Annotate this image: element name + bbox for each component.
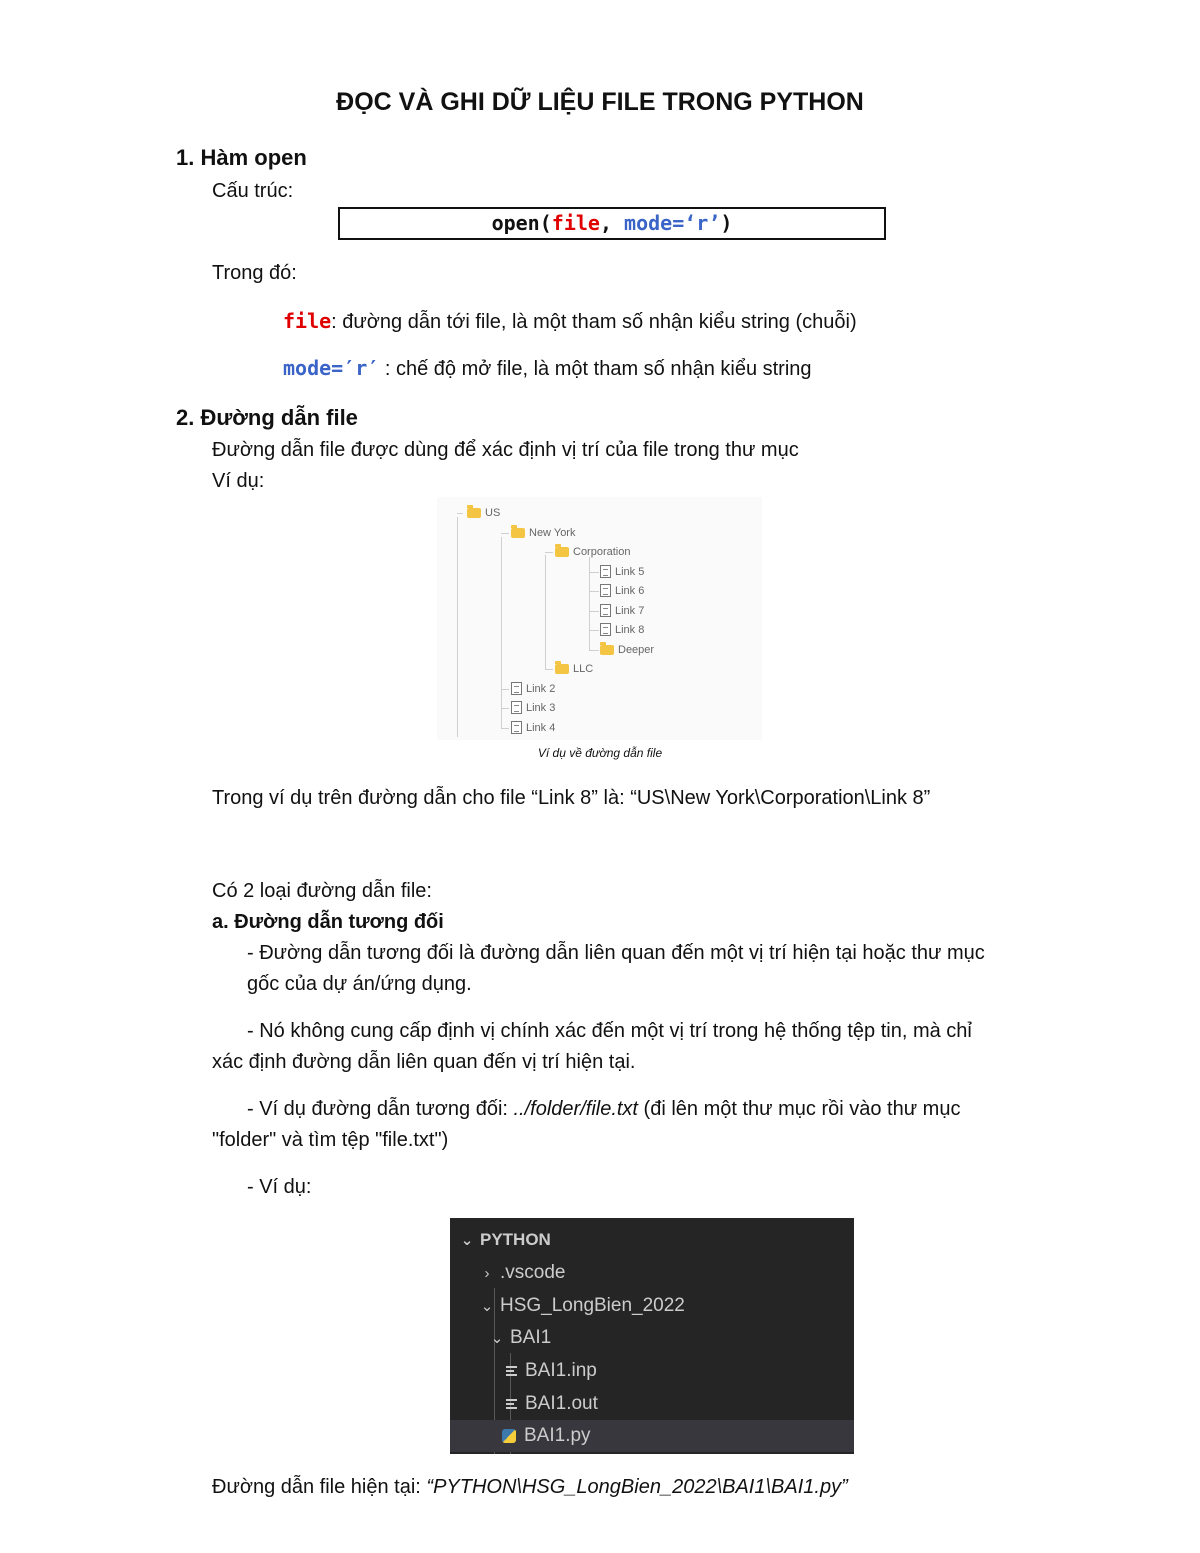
tree-file-link7: Link 7: [600, 604, 644, 617]
code-mode-value: ‘r’: [684, 211, 721, 235]
explorer-folder-hsg[interactable]: ⌄ HSG_LongBien_2022: [480, 1295, 685, 1316]
document-icon: [600, 623, 611, 636]
document-icon: [511, 682, 522, 695]
relative-path-example-label: - Ví dụ:: [247, 1176, 312, 1198]
param-file-name: file: [283, 309, 332, 333]
folder-icon: [511, 528, 525, 538]
folder-icon: [600, 645, 614, 655]
tree-file-link2: Link 2: [511, 682, 555, 695]
folder-tree-image: [437, 497, 762, 740]
relative-path-para3-line1: [247, 1098, 960, 1121]
relative-example-prefix: - Ví dụ đường dẫn tương đối:: [247, 1098, 514, 1120]
document-icon: [600, 604, 611, 617]
vscode-explorer-image: [450, 1218, 854, 1454]
code-file-arg: file: [551, 211, 600, 235]
explorer-file-inp[interactable]: BAI1.inp: [450, 1355, 854, 1387]
where-label: Trong đó:: [212, 262, 297, 284]
tree-folder-llc: LLC: [555, 663, 593, 675]
tree-folder-newyork: New York: [511, 527, 575, 539]
relative-path-para1-line2: gốc của dự án/ứng dụng.: [247, 973, 472, 995]
example-path-sentence: Trong ví dụ trên đường dẫn cho file “Link 8” là: “US\New York\Corporation\Link 8”: [212, 787, 931, 809]
relative-path-para1-line1: - Đường dẫn tương đối là đường dẫn liên quan đến một vị trí hiện tại hoặc thư mục: [247, 942, 985, 964]
tree-folder-deeper: Deeper: [600, 644, 654, 656]
chevron-right-icon: ›: [484, 1264, 490, 1282]
tree-folder-corporation: Corporation: [555, 546, 630, 558]
relative-example-path: ../folder/file.txt: [513, 1098, 638, 1120]
document-icon: [511, 701, 522, 714]
code-open-fn: open(: [491, 211, 552, 235]
chevron-down-icon: ⌄: [460, 1232, 474, 1249]
chevron-down-icon: ⌄: [480, 1298, 494, 1315]
current-path-label: Đường dẫn file hiện tại:: [212, 1476, 427, 1498]
explorer-file-py[interactable]: BAI1.py: [450, 1420, 854, 1452]
folder-icon: [555, 664, 569, 674]
param-mode-desc: : chế độ mở file, là một tham số nhận kiểu string: [379, 358, 812, 380]
relative-path-para2-line2: xác định đường dẫn liên quan đến vị trí hiện tại.: [212, 1051, 636, 1073]
tree-file-link5: Link 5: [600, 565, 644, 578]
param-file-desc: : đường dẫn tới file, là một tham số nhận kiểu string (chuỗi): [331, 311, 857, 333]
section-2-intro: Đường dẫn file được dùng để xác định vị trí của file trong thư mục: [212, 439, 799, 461]
image-caption: Ví dụ về đường dẫn file: [537, 746, 663, 760]
tree-file-link3: Link 3: [511, 701, 555, 714]
section-2-heading: 2. Đường dẫn file: [176, 405, 358, 430]
tree-folder-us: US: [467, 507, 500, 519]
document-title: ĐỌC VÀ GHI DỮ LIỆU FILE TRONG PYTHON: [336, 88, 864, 116]
explorer-folder-vscode[interactable]: › .vscode: [450, 1257, 854, 1289]
relative-example-rest: (đi lên một thư mục rồi vào thư mục: [638, 1098, 961, 1120]
current-path-line: [212, 1476, 848, 1499]
code-syntax-box: [338, 207, 886, 240]
tree-file-link8: Link 8: [600, 623, 644, 636]
tree-file-link6: Link 6: [600, 584, 644, 597]
explorer-file-out[interactable]: BAI1.out: [450, 1388, 854, 1420]
python-icon: [502, 1429, 516, 1443]
param-mode-name: mode=′r′: [283, 356, 380, 380]
text-file-icon: [506, 1365, 517, 1377]
code-comma: ,: [599, 211, 625, 235]
code-mode-arg: mode=: [624, 211, 685, 235]
document-icon: [600, 584, 611, 597]
code-close-paren: ): [720, 211, 733, 235]
subsection-a-heading: a. Đường dẫn tương đối: [212, 911, 444, 933]
example-label: Ví dụ:: [212, 470, 265, 492]
param-mode-line: [283, 356, 812, 381]
section-1-heading: 1. Hàm open: [176, 145, 307, 170]
explorer-root-python[interactable]: ⌄ PYTHON: [460, 1230, 551, 1249]
text-file-icon: [506, 1398, 517, 1410]
param-file-line: [283, 309, 857, 334]
structure-label: Cấu trúc:: [212, 180, 294, 202]
relative-path-para3-line2: "folder" và tìm tệp "file.txt"): [212, 1129, 449, 1151]
tree-file-link4: Link 4: [511, 721, 555, 734]
path-types-intro: Có 2 loại đường dẫn file:: [212, 880, 432, 902]
document-icon: [511, 721, 522, 734]
current-path-value: “PYTHON\HSG_LongBien_2022\BAI1\BAI1.py”: [426, 1476, 848, 1498]
folder-icon: [467, 508, 481, 518]
chevron-down-icon: ⌄: [490, 1330, 504, 1347]
folder-icon: [555, 547, 569, 557]
relative-path-para2-line1: - Nó không cung cấp định vị chính xác đến một vị trí trong hệ thống tệp tin, mà chỉ: [247, 1020, 972, 1042]
document-icon: [600, 565, 611, 578]
explorer-folder-bai1[interactable]: ⌄ BAI1: [490, 1327, 552, 1348]
